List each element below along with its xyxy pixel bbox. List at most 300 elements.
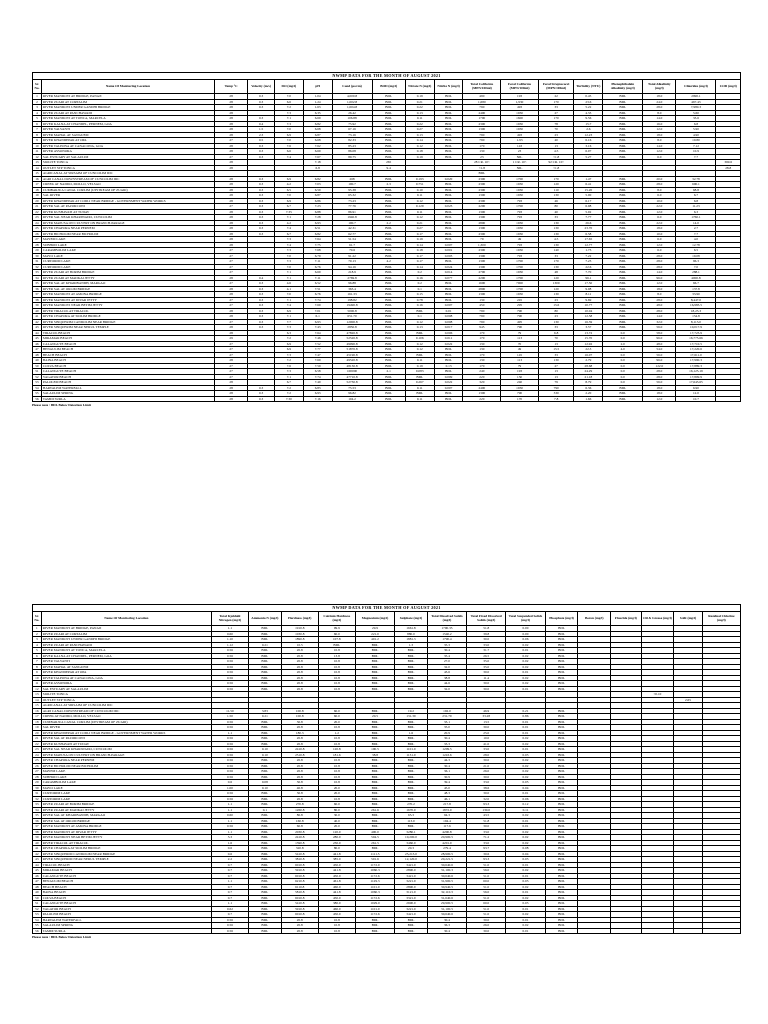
table-cell: 1.04 <box>303 94 332 100</box>
table-cell: 28 <box>214 286 247 292</box>
table-cell: 1300 <box>463 253 501 259</box>
row-number: 9 <box>33 138 42 144</box>
table-cell: 0.21 <box>248 714 281 720</box>
table-cell: 7.3 <box>274 248 303 254</box>
table-cell: 0.3 <box>248 308 275 314</box>
column-header: BOD (mg/l) <box>372 80 405 94</box>
row-number: 36 <box>33 286 42 292</box>
table-cell: 0.3 <box>248 391 275 397</box>
table-cell: BDL <box>603 264 643 270</box>
table-cell: 6.51 <box>303 226 332 232</box>
table-cell: 10.5 <box>281 642 318 648</box>
table-cell: 0.7 <box>211 895 248 901</box>
table-cell: 29.9 <box>355 626 394 632</box>
table-cell: BDL <box>248 857 281 863</box>
table-cell: 48130.8 <box>332 363 372 369</box>
column-header: Sulphate (mg/l) <box>395 612 428 626</box>
table-cell: 1111.5 <box>355 851 394 857</box>
table-cell: 0.7 <box>211 912 248 918</box>
table-cell: 78 <box>538 121 574 127</box>
table-cell: 1,680 <box>463 99 501 105</box>
table-cell: 6.9 <box>274 198 303 204</box>
row-number: 36 <box>33 818 42 824</box>
location-name: SALAULIM SPRING <box>41 923 211 929</box>
table-cell: 23.70 <box>574 226 603 232</box>
table-cell: 75.92 <box>332 121 372 127</box>
table-cell: 28.0 <box>643 297 676 303</box>
table-cell: 93.3 <box>467 857 506 863</box>
table-cell: 504.5 <box>355 835 394 841</box>
table-cell: 27 <box>214 138 247 144</box>
table-cell: 1300 <box>538 281 574 287</box>
location-name: RIVER SAL NEAR KHARIWADO, CUNCOLIM <box>41 215 214 221</box>
table-cell: 0.21 <box>405 220 434 226</box>
table-cell: 40 <box>538 209 574 215</box>
table-cell: 441.8 <box>318 868 355 874</box>
table-cell: 12.78 <box>676 242 716 248</box>
table-cell: 70 <box>501 341 539 347</box>
table-cell: 7.7 <box>676 154 716 160</box>
table-cell: BDL <box>248 873 281 879</box>
row-number: 15 <box>33 171 42 177</box>
table-cell: BDL <box>434 182 463 188</box>
table-cell: 1930 <box>501 187 539 193</box>
table-cell: BDL <box>372 121 405 127</box>
table-cell: 1300 <box>463 292 501 298</box>
table-cell: BDL <box>405 391 434 397</box>
column-header: Chlorides (mg/l) <box>676 80 716 94</box>
table-cell: 6.6 <box>274 149 303 155</box>
table-cell: BDL <box>248 637 281 643</box>
table-cell: 0.78 <box>405 297 434 303</box>
table-cell: 0.12 <box>405 198 434 204</box>
table-cell: 190.7 <box>332 182 372 188</box>
table-cell: 1930 <box>501 182 539 188</box>
table-cell: 1029.0 <box>355 901 394 907</box>
table-cell: 0.6 <box>211 780 248 786</box>
table-cell: 1300 <box>463 193 501 199</box>
table-cell: 16,983.5 <box>676 303 716 309</box>
table-cell: 2030.8 <box>281 829 318 835</box>
table-cell: 0.1 <box>248 807 281 813</box>
table-cell: 82.33 <box>332 138 372 144</box>
table-cell: 7.4 <box>274 154 303 160</box>
table-cell: 30.4 <box>427 763 466 769</box>
table-cell: 16.07 <box>574 352 603 358</box>
table-cell: 28 <box>214 358 247 364</box>
table-cell: BDL <box>372 105 405 111</box>
table-cell: BDL <box>372 154 405 160</box>
location-name: SALAULIM SPRING <box>41 391 214 397</box>
table-cell: 1.2 <box>318 730 355 736</box>
table-cell: 0.001 <box>434 248 463 254</box>
table-cell: 58.0 <box>643 330 676 336</box>
table-cell: 33.6 <box>676 116 716 122</box>
table-cell: 0.077 <box>434 275 463 281</box>
column-header: Total Kjeldahl Nitrogen (mg/l) <box>211 612 248 626</box>
table-cell: 385.0 <box>318 857 355 863</box>
row-number: 23 <box>33 215 42 221</box>
table-cell: 79 <box>538 380 574 386</box>
table-cell: BDL <box>372 132 405 138</box>
row-number: 7 <box>33 659 42 665</box>
table-cell: 6.7 <box>274 380 303 386</box>
table-cell: 7.69 <box>303 303 332 309</box>
table-cell: 1930 <box>501 121 539 127</box>
table-cell: 790 <box>501 314 539 320</box>
table-cell: BDL <box>372 143 405 149</box>
table-cell: 30.0 <box>467 758 506 764</box>
table-cell: 0.18 <box>405 248 434 254</box>
table-cell: 5.27 <box>574 154 603 160</box>
table-cell: 120.8 <box>318 747 355 753</box>
table-cell: 3421.0 <box>395 862 428 868</box>
table-cell: 73.23 <box>332 198 372 204</box>
table-cell: 13 <box>538 341 574 347</box>
table-cell: 7.28 <box>303 215 332 221</box>
row-number: 51 <box>33 369 42 375</box>
table-cell: 22.0 <box>643 204 676 210</box>
table-cell: 6.52 <box>303 281 332 287</box>
table-cell: 100.8 <box>281 708 318 714</box>
table-cell: 0.3 <box>248 396 275 402</box>
table-cell: 6.87 <box>303 193 332 199</box>
table-cell: BDL <box>545 917 578 923</box>
table-cell: 380.0 <box>318 901 355 907</box>
table-cell: BDL <box>545 818 578 824</box>
table-cell: 5410.8 <box>281 901 318 907</box>
table-cell: 320 <box>463 380 501 386</box>
column-header: Ammonia N (mg/l) <box>248 612 281 626</box>
table-cell: 0.14 <box>405 264 434 270</box>
table-cell: BDL <box>434 116 463 122</box>
table-cell: BDL <box>603 297 643 303</box>
table-cell: 0.4 <box>248 275 275 281</box>
row-number: 22 <box>33 741 42 747</box>
table-cell <box>674 928 702 934</box>
table-cell: 1060.3 <box>355 890 394 896</box>
table-cell: 33.0 <box>467 747 506 753</box>
table-cell: 2410.8 <box>281 747 318 753</box>
table-cell: 0.56 <box>211 747 248 753</box>
row-number: 35 <box>33 813 42 819</box>
table-cell: BDL <box>434 297 463 303</box>
table-cell: 0.02 <box>506 835 545 841</box>
row-number: 23 <box>33 747 42 753</box>
table-cell: 0.02 <box>506 642 545 648</box>
table-cell: 0.04 <box>506 785 545 791</box>
table-cell: BDL <box>248 763 281 769</box>
table-cell: 190.5 <box>355 747 394 753</box>
table-cell: BDL <box>372 286 405 292</box>
table-cell: 0.008 <box>434 319 463 325</box>
table-cell: 1600 <box>501 116 539 122</box>
row-number: 20 <box>33 198 42 204</box>
table-cell: 460.0 <box>318 906 355 912</box>
location-name: CALANGUTE BEACH <box>41 341 214 347</box>
table-cell: 7.11 <box>303 259 332 265</box>
table-cell: BDL <box>248 895 281 901</box>
table-cell: 51.0 <box>467 895 506 901</box>
location-name: RIVER KHANDEPAR AT OPA <box>41 138 214 144</box>
table-cell: 79 <box>501 363 539 369</box>
table-cell: 0.56 <box>211 917 248 923</box>
row-number: 27 <box>33 237 42 243</box>
table-cell: 0.01 <box>506 648 545 654</box>
table-cell: 80.0 <box>318 846 355 852</box>
table-cell: 441.8 <box>318 890 355 896</box>
table-cell: BDL <box>434 281 463 287</box>
table-cell: 0.02 <box>506 664 545 670</box>
table-cell: 3.83 <box>248 708 281 714</box>
table-cell: 0.01 <box>506 747 545 753</box>
column-header: Residual Chlorine (mg/l) <box>702 612 740 626</box>
table-cell: 6.93 <box>303 319 332 325</box>
table-cell: 790 <box>463 105 501 111</box>
table-cell: 0.02 <box>506 758 545 764</box>
table-cell: 3321.0 <box>395 895 428 901</box>
table-title: NWMP DATA FOR THE MONTH OF AUGUST 2021 <box>32 72 741 79</box>
location-name: RIVER SINQUERIM NEAR NERUL TEMPLE <box>41 325 214 331</box>
table-cell: 6.5 <box>274 187 303 193</box>
table-cell: 7.01 <box>303 308 332 314</box>
row-number: 14 <box>33 697 42 703</box>
table-cell: BDL <box>372 149 405 155</box>
table-cell: 10,017.9 <box>676 325 716 331</box>
table-cell: 0.03 <box>506 857 545 863</box>
location-name: SIOLITE TONCA <box>41 692 211 698</box>
table-cell: 8.0 <box>643 110 676 116</box>
table-cell: 17.50 <box>574 281 603 287</box>
table-cell: 0.56 <box>211 725 248 731</box>
table-cell: 28 <box>214 105 247 111</box>
table-cell: 0.01 <box>506 686 545 692</box>
row-number: 27 <box>33 769 42 775</box>
table-cell: 221.0 <box>355 631 394 637</box>
table-cell: BDL <box>355 719 394 725</box>
location-name: RIVER ZUARI AT CORTALIM <box>41 631 211 637</box>
table-cell: 6.8 <box>538 330 574 336</box>
table-cell: 467.43 <box>676 99 716 105</box>
table-cell: BDL <box>248 631 281 637</box>
column-header: Magnesium (mg/l) <box>355 612 394 626</box>
table-cell: 0.3 <box>248 220 275 226</box>
table-cell: 19490.8 <box>332 303 372 309</box>
row-number: 29 <box>33 248 42 254</box>
table-cell: 60.8 <box>281 824 318 830</box>
table-cell: BDL <box>372 281 405 287</box>
table-cell: 16.39 <box>574 319 603 325</box>
location-name: RIVER MANDOVI UNDER GANDHI BRIDGE <box>41 105 214 111</box>
table-cell: 28 <box>214 165 247 171</box>
table-cell: BDL <box>355 653 394 659</box>
table-cell: 0.12 <box>405 347 434 353</box>
table-cell: BDL <box>395 681 428 687</box>
location-name: RIVER MAPUSA ON CULVERT ON BRANCH-PARAGE <box>41 220 214 226</box>
table-cell: BDL <box>372 99 405 105</box>
table-cell: BDL <box>355 813 394 819</box>
location-name: VAGATOR BEACH <box>41 906 211 912</box>
table-cell: BDL <box>434 391 463 397</box>
table-cell: 36.3 <box>427 923 466 929</box>
table-cell: 0.02 <box>506 923 545 929</box>
table-cell: 12.58 <box>574 314 603 320</box>
table-cell: 2769.8 <box>332 275 372 281</box>
table-cell: 94.16 <box>332 264 372 270</box>
table-cell: 6110.8 <box>281 884 318 890</box>
table-cell: BDL <box>372 248 405 254</box>
table-cell: 28.0 <box>467 752 506 758</box>
location-name: RIVER TIRACOL AT TIRACOL <box>41 840 211 846</box>
table-cell: 5810.8 <box>281 890 318 896</box>
table-cell: BDL <box>355 642 394 648</box>
column-header: Velocity (m/s) <box>248 80 275 94</box>
row-number: 24 <box>33 220 42 226</box>
table-cell: 0.56 <box>211 664 248 670</box>
row-number: 52 <box>33 906 42 912</box>
table-cell: BDL <box>372 358 405 364</box>
table-cell: 104.2 <box>332 396 372 402</box>
table-cell: BDL <box>545 686 578 692</box>
table-cell: 1.1 <box>211 807 248 813</box>
table-cell: BDL <box>248 923 281 929</box>
table-cell: 6.86 <box>303 198 332 204</box>
table-cell: 193 <box>501 94 539 100</box>
location-name: RIVER CHAPORA NEAR PERNEM <box>41 758 211 764</box>
table-cell: 27 <box>214 369 247 375</box>
table-cell: BDL <box>603 242 643 248</box>
table-cell: 52730.8 <box>332 380 372 386</box>
table-cell: 245 <box>501 297 539 303</box>
table-cell: 7.69 <box>303 358 332 364</box>
table-cell: 0.023 <box>434 204 463 210</box>
table-cell: 7.2 <box>274 385 303 391</box>
location-name: RIVER VALVANTI <box>41 127 214 133</box>
table-cell: 0.13 <box>434 363 463 369</box>
table-cell: BDL <box>434 215 463 221</box>
row-number: 11 <box>33 681 42 687</box>
table-cell: 45.0 <box>427 785 466 791</box>
table-cell: 0.3 <box>248 319 275 325</box>
table-cell: 4201.0 <box>427 840 466 846</box>
column-header: Nitrate N (mg/l) <box>405 80 434 94</box>
table-cell: 4,000.8 <box>332 94 372 100</box>
nwmp-table-page-2 <box>32 604 741 939</box>
table-cell: 12.0 <box>676 391 716 397</box>
table-cell: BDL <box>545 813 578 819</box>
table-cell: 27 <box>214 303 247 309</box>
table-cell: 20.9 <box>427 730 466 736</box>
row-number: 22 <box>33 209 42 215</box>
table-cell: 6.98 <box>574 204 603 210</box>
table-cell: 0.022 <box>434 341 463 347</box>
table-cell: BDL <box>355 741 394 747</box>
table-cell: 20.8 <box>281 923 318 929</box>
table-cell: 793 <box>501 209 539 215</box>
location-name: MAYEM LAKE <box>41 769 211 775</box>
table-cell: 493 <box>501 132 539 138</box>
table-cell: BDL <box>395 648 428 654</box>
table-cell: 1.93 <box>501 138 539 144</box>
location-name: RIVER SAL AT KHARIBANDH, MARGAO <box>41 281 214 287</box>
column-header: Boron (mg/l) <box>578 612 611 626</box>
table-cell: BDL <box>545 901 578 907</box>
table-cell: 154.8 <box>676 314 716 320</box>
table-cell: BDL <box>545 785 578 791</box>
location-name: VAGATOR BEACH <box>41 374 214 380</box>
table-cell: BDL <box>355 664 394 670</box>
table-cell: 56.0 <box>643 352 676 358</box>
table-cell: BDL <box>603 193 643 199</box>
table-cell: 20.8 <box>281 736 318 742</box>
table-cell: BDL <box>545 631 578 637</box>
table-cell: 1260.8 <box>281 807 318 813</box>
table-cell: 7.70 <box>574 270 603 276</box>
table-cell: BDL <box>545 868 578 874</box>
table-cell: 1930 <box>501 231 539 237</box>
table-cell: 0.06 <box>506 796 545 802</box>
table-cell: 22.0 <box>643 220 676 226</box>
table-cell: 170 <box>463 352 501 358</box>
table-cell: 6.82 <box>303 121 332 127</box>
row-number: 5 <box>33 648 42 654</box>
table-cell: 140 <box>538 248 574 254</box>
table-cell: 6.83 <box>303 385 332 391</box>
table-cell: 8.0 <box>643 292 676 298</box>
table-cell: 6010.8 <box>281 862 318 868</box>
table-cell: BDL <box>545 763 578 769</box>
table-cell: 13.6 <box>538 303 574 309</box>
table-cell: BDL <box>603 270 643 276</box>
table-cell: 192.0 <box>427 708 466 714</box>
table-cell: 7.16 <box>303 396 332 402</box>
table-cell: 198.82 <box>332 297 372 303</box>
table-cell: BDL <box>545 774 578 780</box>
table-cell: 0.01 <box>506 670 545 676</box>
table-cell: BDL <box>248 653 281 659</box>
table-cell: 25.0 <box>467 730 506 736</box>
table-cell: BDL <box>545 840 578 846</box>
table-cell: 20.0 <box>318 785 355 791</box>
table-cell: 26.6 <box>574 220 603 226</box>
table-cell: 10,200.0 <box>395 835 428 841</box>
table-cell: 1.24 <box>303 99 332 105</box>
table-cell: 0.21 <box>506 708 545 714</box>
table-cell: 23 <box>538 132 574 138</box>
table-cell: 33.0 <box>467 840 506 846</box>
location-name: RIVER MAHAL AT SANGUEM <box>41 132 214 138</box>
row-number: 11 <box>33 149 42 155</box>
table-cell: BDL <box>372 319 405 325</box>
table-cell: 28 <box>214 330 247 336</box>
table-cell: 0.02 <box>506 868 545 874</box>
table-cell: 30.6 <box>467 851 506 857</box>
table-cell: 12.92 <box>574 341 603 347</box>
table-cell: 28.0 <box>643 105 676 111</box>
location-name: RIVER MAPUSA ON CULVERT ON BRANCH-PARAGE <box>41 752 211 758</box>
table-cell: 170 <box>538 99 574 105</box>
table-cell: 18,23.3 <box>676 308 716 314</box>
table-cell: BDL <box>434 99 463 105</box>
location-name: MAYEM LAKE <box>41 237 214 243</box>
table-cell: 1243.6 <box>427 752 466 758</box>
column-header: Temp °C <box>214 80 247 94</box>
table-cell: 1930 <box>501 292 539 298</box>
table-cell: 130 <box>538 242 574 248</box>
table-cell: 7.2 <box>274 105 303 111</box>
table-cell: 7.3 <box>274 352 303 358</box>
table-cell: 13 <box>538 369 574 375</box>
